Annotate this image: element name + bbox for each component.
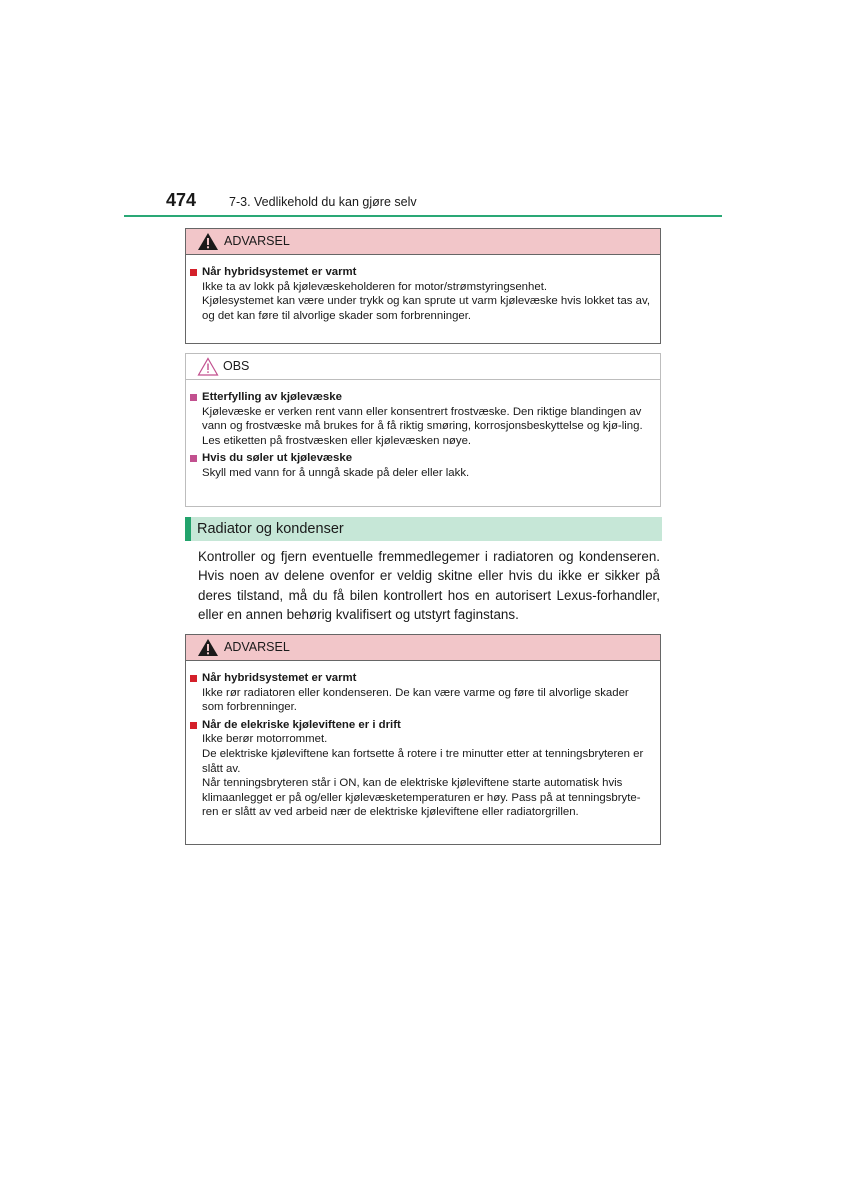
warning-box-1 (185, 228, 661, 344)
notice-item-1-text: Kjølevæske er verken rent vann eller konsentrert frostvæske. Den riktige blandingen av vann og frostvæske må brukes for å få riktig smøring, korrosjonsbeskyttelse og kjø-ling. Les etiketten på frostvæsken eller kjølevæsken nøye. (202, 405, 643, 447)
notice-item-2-title (190, 451, 650, 466)
bullet-square-icon (190, 722, 197, 729)
item-title-text: Hvis du søler ut kjølevæske (202, 452, 353, 465)
warning-box-1-body (186, 255, 660, 333)
warning-box-2-body (186, 661, 660, 830)
warning-2-item-2-text: Ikke berør motorrommet. De elektriske kjøleviftene kan fortsette å rotere i tre minutter etter at tenningsbryteren er slått av. Når tenningsbryteren står i ON, kan de elektriske kjøleviftene starte automatisk hvis klimaanlegget er på og/eller kjølevæsketemperaturen er høy. Pass på at tenningsbryte-ren er slått av ved arbeid nær de elektriske kjøleviftene eller radiatorgrillen. (202, 733, 644, 819)
chapter-title: 7-3. Vedlikehold du kan gjøre selv (229, 195, 417, 209)
section-title: Radiator og kondenser (197, 521, 344, 537)
warning-box-2 (185, 634, 661, 845)
warning-2-item-1-text: Ikke rør radiatoren eller kondenseren. De kan være varme og føre til alvorlige skader som forbrenninger. (202, 686, 629, 714)
page-number: 474 (166, 190, 197, 210)
item-title-text: Når hybridsystemet er varmt (202, 672, 357, 684)
section-intro: Kontroller og fjern eventuelle fremmedlegemer i radiatoren og kondenseren. Hvis noen av delene ovenfor er veldig skitne eller hvis du ikke er sikker på deres tilstand, må du få bilen kontrollert hos en autorisert Lexus-forhandler, eller en annen behørig kvalifisert og utstyrt faginstans. (198, 549, 660, 623)
section-heading (185, 517, 662, 541)
warning-triangle-icon (197, 232, 219, 251)
warning-box-1-label: ADVARSEL (224, 234, 290, 248)
bullet-square-icon (190, 455, 197, 462)
notice-box (185, 353, 661, 507)
bullet-square-icon (190, 394, 197, 401)
notice-box-body (186, 380, 660, 491)
page-header (124, 188, 722, 218)
notice-triangle-icon (197, 357, 219, 376)
item-title-text: Når hybridsystemet er varmt (202, 266, 357, 278)
notice-box-label: OBS (223, 359, 250, 373)
warning-triangle-icon (197, 638, 219, 657)
notice-item-1-title (190, 390, 650, 405)
warning-1-item-1-title (190, 265, 650, 280)
warning-box-1-header (186, 229, 660, 255)
notice-item-2-text: Skyll med vann for å unngå skade på deler eller lakk. (202, 466, 470, 479)
notice-box-header (186, 354, 660, 380)
warning-2-item-1-title (190, 671, 650, 686)
item-title-text: Etterfylling av kjølevæske (202, 391, 342, 403)
warning-1-item-1-text: Ikke ta av lokk på kjølevæskeholderen for motor/strømstyringsenhet. Kjølesystemet kan være under trykk og kan sprute ut varm kjølevæske hvis lokket tas av, og det kan føre til alvorlige skader som forbrenninger. (202, 280, 650, 322)
section-heading-bar (185, 517, 191, 541)
bullet-square-icon (190, 675, 197, 682)
warning-box-2-header (186, 635, 660, 661)
bullet-square-icon (190, 269, 197, 276)
header-rule (124, 215, 722, 217)
item-title-text: Når de elekriske kjøleviftene er i drift (202, 718, 401, 731)
warning-2-item-2-title (190, 718, 650, 733)
warning-box-2-label: ADVARSEL (224, 640, 290, 654)
